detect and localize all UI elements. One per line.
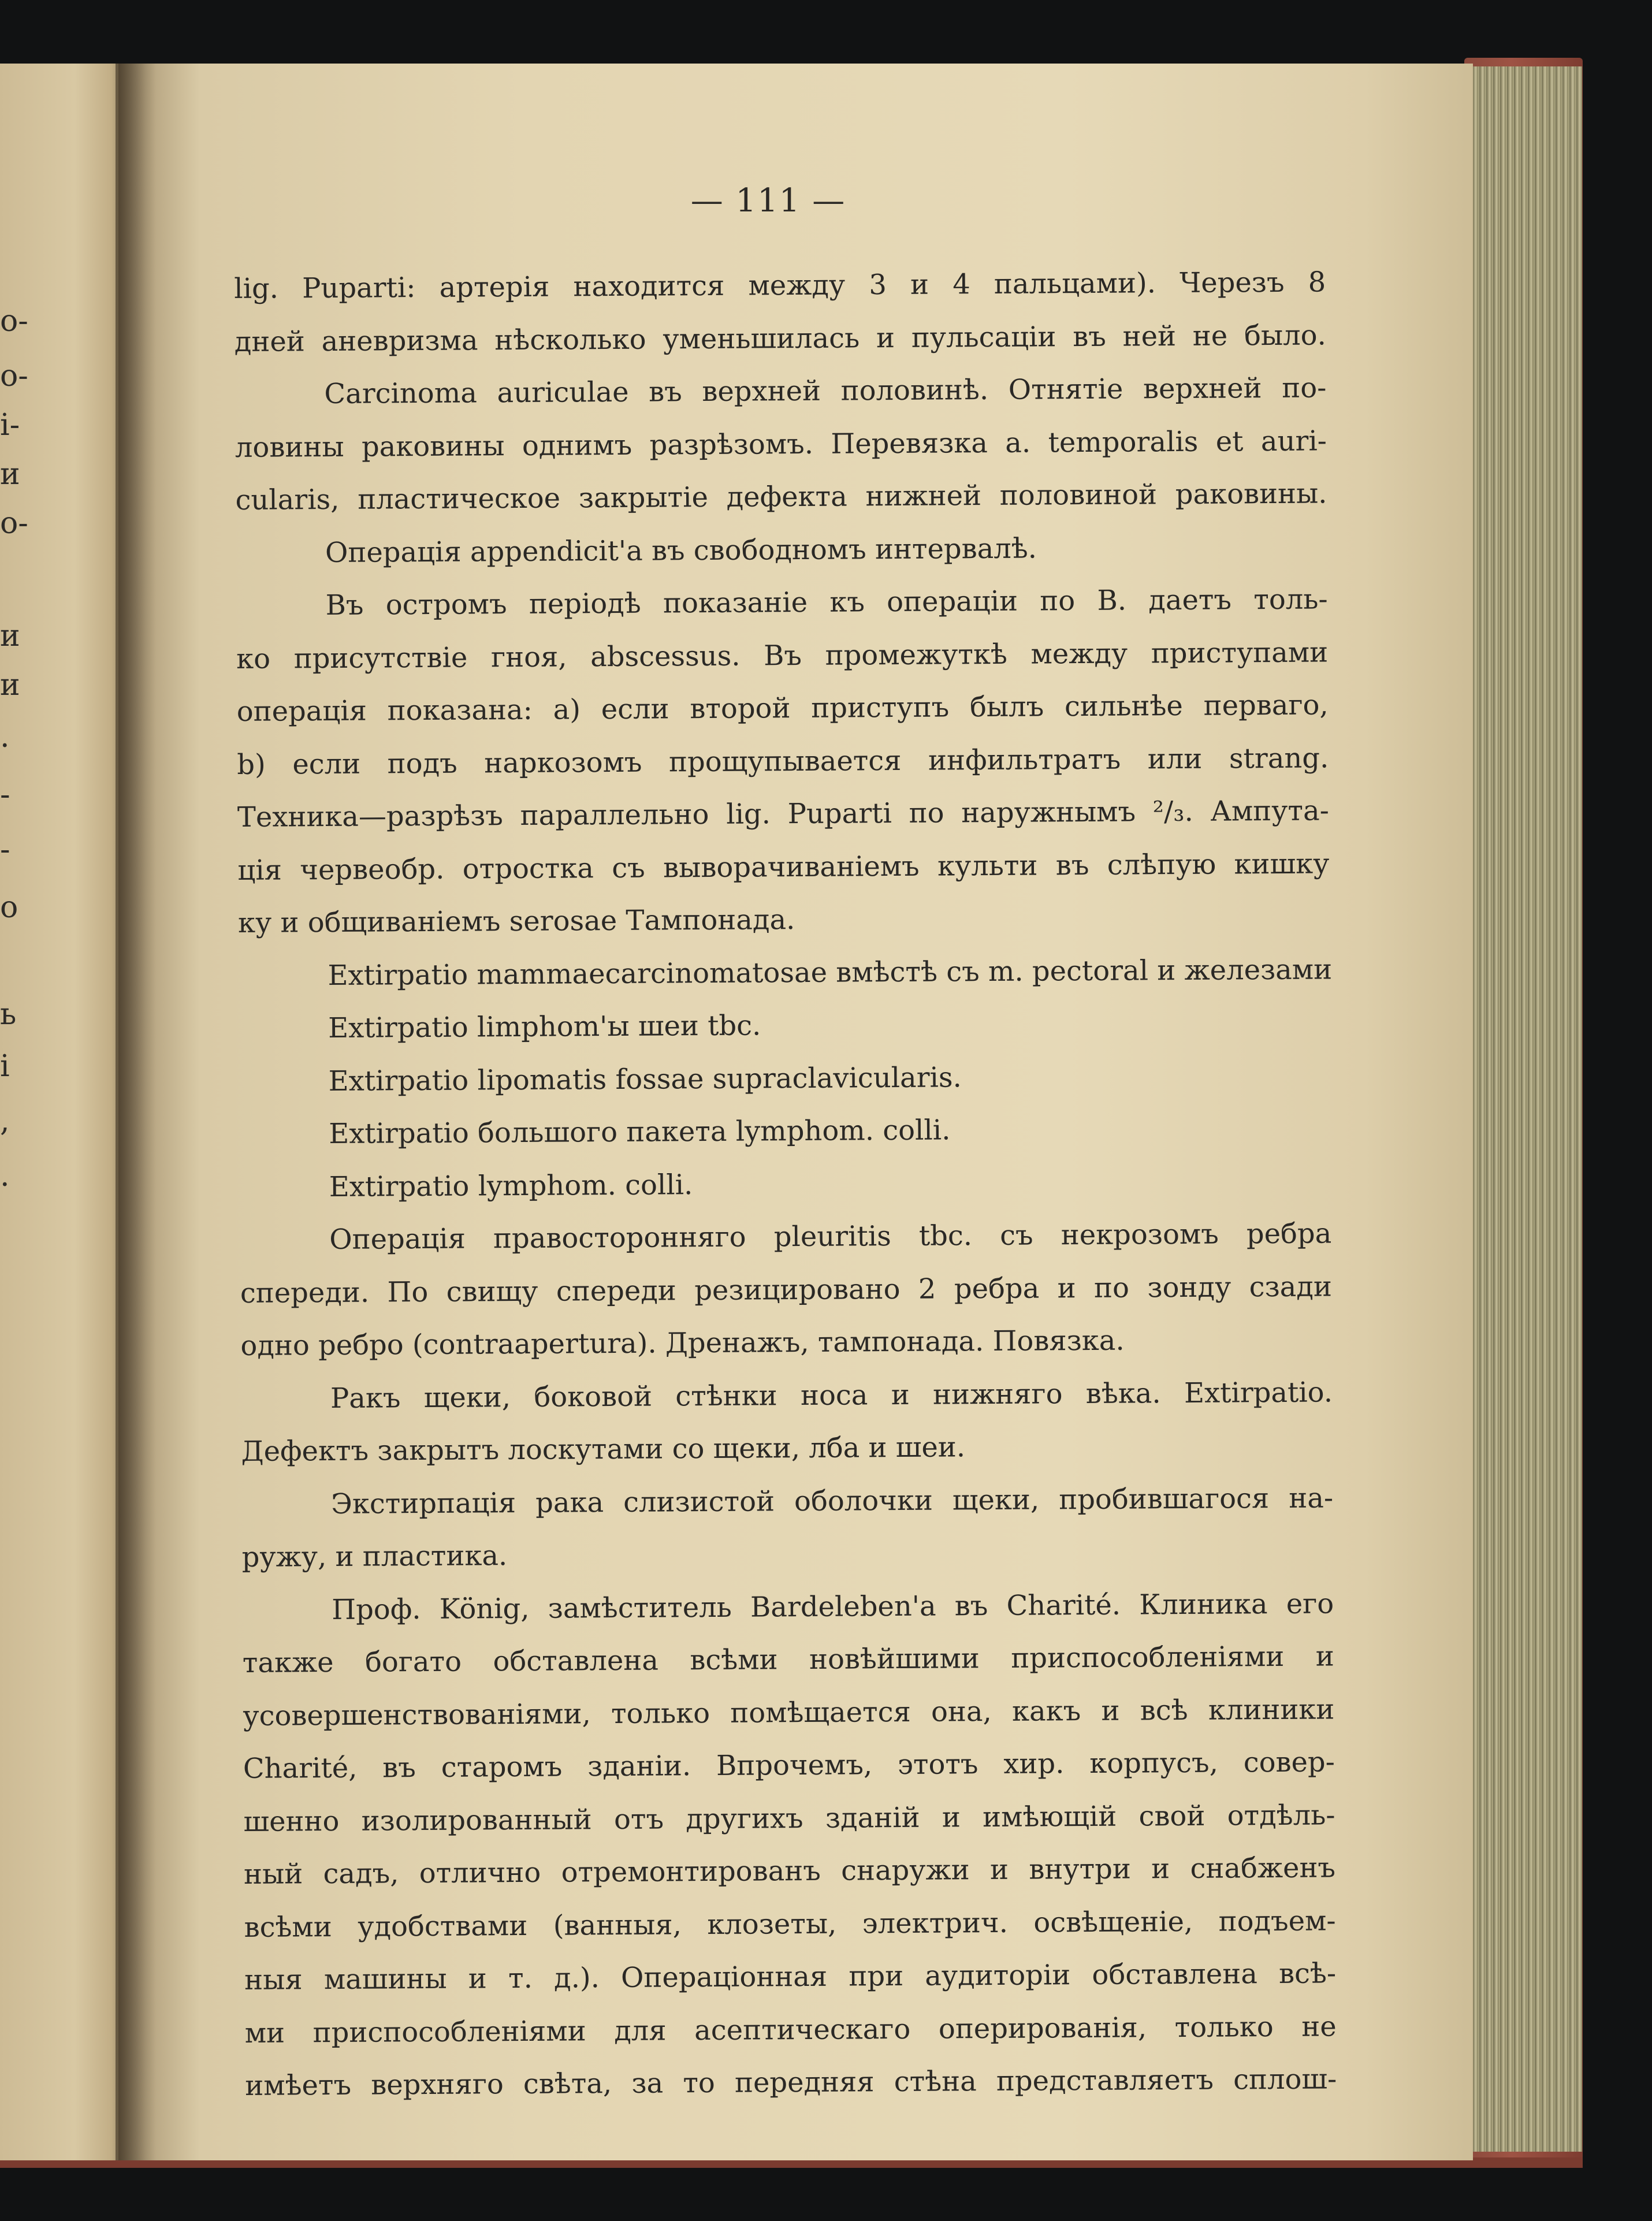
text-line: всѣми удобствами (ванныя, клозеты, электрич. освѣщеніе, подъем- bbox=[244, 1904, 1336, 1944]
text-line: одно ребро (contraapertura). Дренажъ, тампонада. Повязка. bbox=[240, 1324, 1125, 1362]
left-page-fragment: и bbox=[0, 457, 20, 492]
left-page-fragment: і bbox=[0, 1049, 10, 1084]
left-page-fragment: , bbox=[0, 1104, 10, 1139]
page-edges bbox=[1470, 66, 1582, 2152]
text-line: Extirpatio mammaecarcinomatosae вмѣстѣ съ m. pectoral и железами bbox=[328, 953, 1333, 992]
left-page-text-fragments bbox=[0, 306, 35, 1866]
text-line: ружу, и пластика. bbox=[241, 1539, 508, 1573]
text-line: lig. Puparti: артерія находится между 3 и 4 пальцами). Черезъ 8 bbox=[234, 266, 1326, 305]
left-page-fragment: о bbox=[0, 890, 18, 925]
text-line: спереди. По свищу спереди резицировано 2 ребра и по зонду сзади bbox=[240, 1270, 1333, 1309]
left-page-fragment: ь bbox=[0, 997, 17, 1032]
left-page-fragment: и bbox=[0, 619, 20, 653]
text-line: Техника—разрѣзъ параллельно lig. Puparti по наружнымъ ²/₃. Ампута- bbox=[237, 794, 1329, 834]
text-line: Операція правосторонняго pleuritis tbc. съ некрозомъ ребра bbox=[329, 1217, 1332, 1256]
text-line: Extirpatio lymphom. colli. bbox=[329, 1168, 693, 1203]
text-line: имѣетъ верхняго свѣта, за то передняя стѣна представляетъ сплош- bbox=[245, 2063, 1337, 2102]
text-line: также богато обставлена всѣми новѣйшими приспособленіями и bbox=[242, 1640, 1334, 1679]
text-line: Проф. König, замѣститель Bardeleben'а въ Charité. Клиника его bbox=[332, 1587, 1334, 1626]
text-line: ку и общиваніемъ serosae Тампонада. bbox=[237, 903, 795, 939]
text-line: ція червеобр. отростка съ выворачиваніемъ культи въ слѣпую кишку bbox=[237, 847, 1330, 887]
text-line: усовершенствованіями, только помѣщается она, какъ и всѣ клиники bbox=[243, 1692, 1335, 1732]
text-line: ный садъ, отлично отремонтированъ снаружи и внутри и снабженъ bbox=[243, 1851, 1336, 1891]
left-page-fragment: о- bbox=[0, 359, 28, 393]
text-line: Въ остромъ періодѣ показаніе къ операціи по B. даетъ толь- bbox=[325, 583, 1328, 622]
text-line: Charité, въ старомъ зданіи. Впрочемъ, этотъ хир. корпусъ, совер- bbox=[243, 1746, 1335, 1785]
text-line: Carcinoma auriculae въ верхней половинѣ. Отнятіе верхней по- bbox=[324, 371, 1327, 411]
page-number: — 111 — bbox=[690, 182, 846, 220]
left-page-fragment: - bbox=[0, 832, 10, 867]
left-page-fragment: і- bbox=[0, 408, 20, 442]
text-line: b) если подъ наркозомъ прощупывается инфильтратъ или strang. bbox=[237, 741, 1329, 781]
text-line: ко присутствіе гноя, abscessus. Въ промежуткѣ между приступами bbox=[236, 635, 1329, 675]
left-page-fragment: и bbox=[0, 668, 20, 702]
text-line: ныя машины и т. д.). Операціонная при аудиторіи обставлена всѣ- bbox=[244, 1957, 1337, 1996]
text-line: cularis, пластическое закрытіе дефекта нижней половиной раковины. bbox=[235, 477, 1327, 516]
text-line: операція показана: a) если второй приступъ былъ сильнѣе перваго, bbox=[236, 689, 1329, 728]
left-page-fragment: - bbox=[0, 777, 10, 812]
text-line: Операція appendicit'а въ свободномъ интервалѣ. bbox=[325, 532, 1037, 569]
text-line: Ракъ щеки, боковой стѣнки носа и нижняго вѣка. Extirpatio. bbox=[330, 1375, 1333, 1415]
left-page-fragment: . bbox=[0, 1159, 10, 1193]
left-page-fragment: о- bbox=[0, 304, 28, 338]
text-line: Extirpatio lipomatis fossae supraclavicularis. bbox=[328, 1061, 962, 1098]
text-line: Extirpatio большого пакета lymphom. colli. bbox=[329, 1114, 951, 1151]
text-line: дней аневризма нѣсколько уменьшилась и пульсаціи въ ней не было. bbox=[234, 318, 1326, 358]
gutter-shadow bbox=[116, 64, 156, 2160]
page-text-block bbox=[234, 256, 1337, 2112]
text-line: ми приспособленіями для асептическаго оперированія, только не bbox=[244, 2010, 1337, 2049]
text-line: Экстирпація рака слизистой оболочки щеки, пробившагося на- bbox=[330, 1481, 1334, 1520]
left-page-fragment: о- bbox=[0, 506, 28, 541]
left-page-fragment: . bbox=[0, 720, 10, 754]
text-line: шенно изолированный отъ другихъ зданій и имѣющій свой отдѣль- bbox=[243, 1798, 1335, 1838]
text-line: ловины раковины однимъ разрѣзомъ. Перевязка a. temporalis et auri- bbox=[235, 424, 1327, 464]
text-line: Дефектъ закрытъ лоскутами со щеки, лба и шеи. bbox=[241, 1431, 966, 1468]
text-line: Extirpatio limphom'ы шеи tbc. bbox=[328, 1009, 761, 1045]
